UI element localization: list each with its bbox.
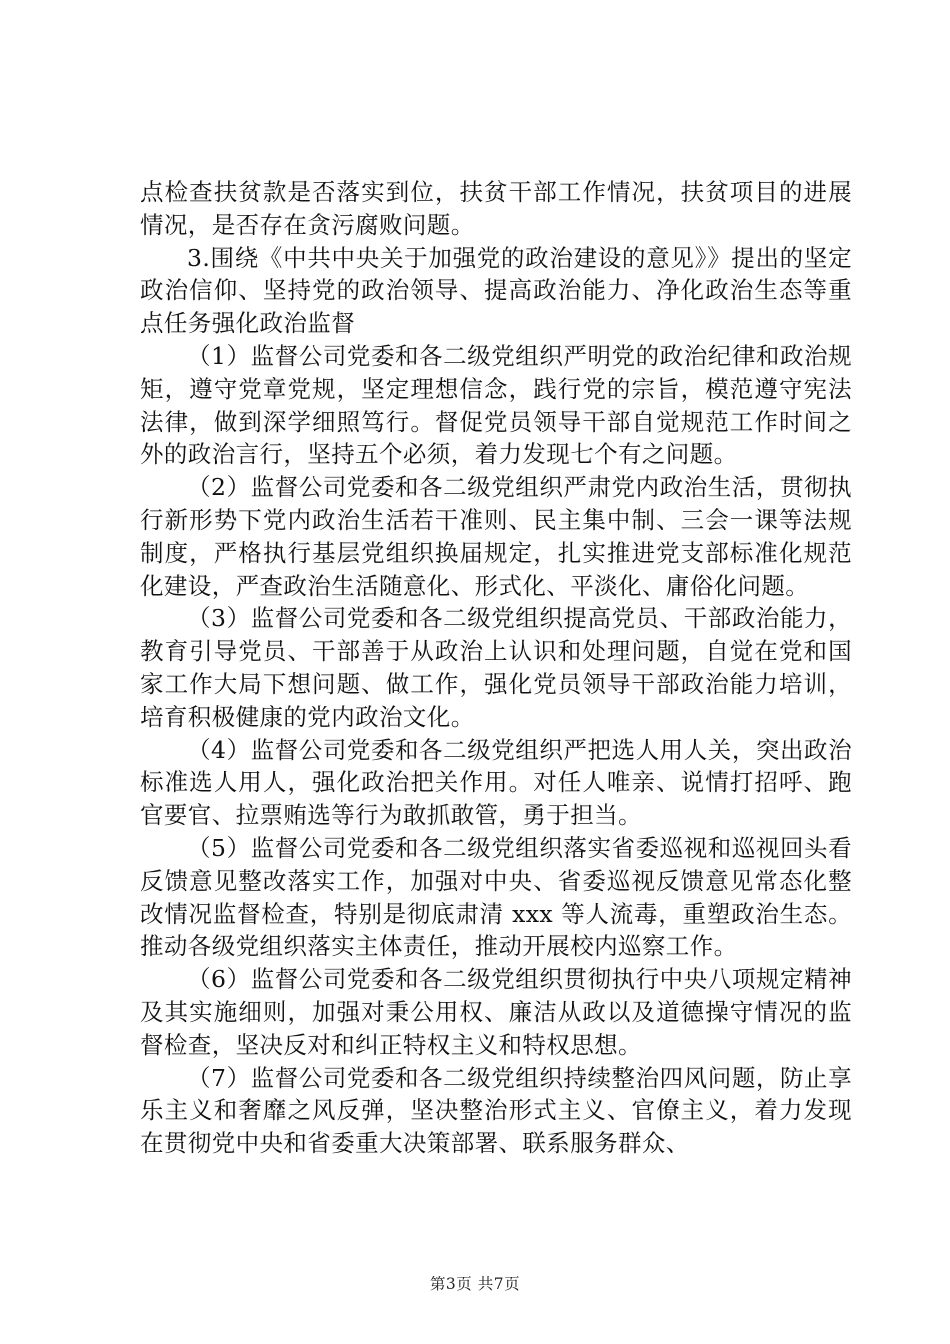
document-body [140,176,852,1160]
paragraph-item-1: （1）监督公司党委和各二级党组织严明党的政治纪律和政治规矩，遵守党章党规，坚定理想信念，践行党的宗旨，模范遵守宪法法律，做到深学细照笃行。督促党员领导干部自觉规范工作时间之外的政治言行，坚持五个必须，着力发现七个有之问题。 [140,341,852,469]
paragraph-item-7: （7）监督公司党委和各二级党组织持续整治四风问题，防止享乐主义和奢靡之风反弹，坚决整治形式主义、官僚主义，着力发现在贯彻党中央和省委重大决策部署、联系服务群众、 [140,1063,852,1158]
paragraph-item-2: （2）监督公司党委和各二级党组织严肃党内政治生活，贯彻执行新形势下党内政治生活若干准则、民主集中制、三会一课等法规制度，严格执行基层党组织换届规定，扎实推进党支部标准化规范化建设，严查政治生活随意化、形式化、平淡化、庸俗化问题。 [140,473,852,600]
paragraph-item-6: （6）监督公司党委和各二级党组织贯彻执行中央八项规定精神及其实施细则，加强对秉公用权、廉洁从政以及道德操守情况的监督检查，坚决反对和纠正特权主义和特权思想。 [140,965,852,1059]
page-number-footer: 第3页 共7页 [429,1275,521,1293]
paragraph-continuation: 点检查扶贫款是否落实到位，扶贫干部工作情况，扶贫项目的进展情况，是否存在贪污腐败问题。 [140,178,852,239]
paragraph-item-4: （4）监督公司党委和各二级党组织严把选人用人关，突出政治标准选人用人，强化政治把关作用。对任人唯亲、说情打招呼、跑官要官、拉票贿选等行为敢抓敢管，勇于担当。 [140,735,852,830]
paragraph-item-5: （5）监督公司党委和各二级党组织落实省委巡视和巡视回头看反馈意见整改落实工作，加强对中央、省委巡视反馈意见常态化整改情况监督检查，特别是彻底肃清 xxx 等人流毒，重塑政治生态。推动各级党组织落实主体责任，推动开展校内巡察工作。 [140,833,852,961]
paragraph-item-3: （3）监督公司党委和各二级党组织提高党员、干部政治能力，教育引导党员、干部善于从政治上认识和处理问题，自觉在党和国家工作大局下想问题、做工作，强化党员领导干部政治能力培训，培育积极健康的党内政治文化。 [140,604,852,731]
paragraph-section-3-heading: 3.围绕《中共中央关于加强党的政治建设的意见》》提出的坚定政治信仰、坚持党的政治领导、提高政治能力、净化政治生态等重点任务强化政治监督 [140,243,852,338]
